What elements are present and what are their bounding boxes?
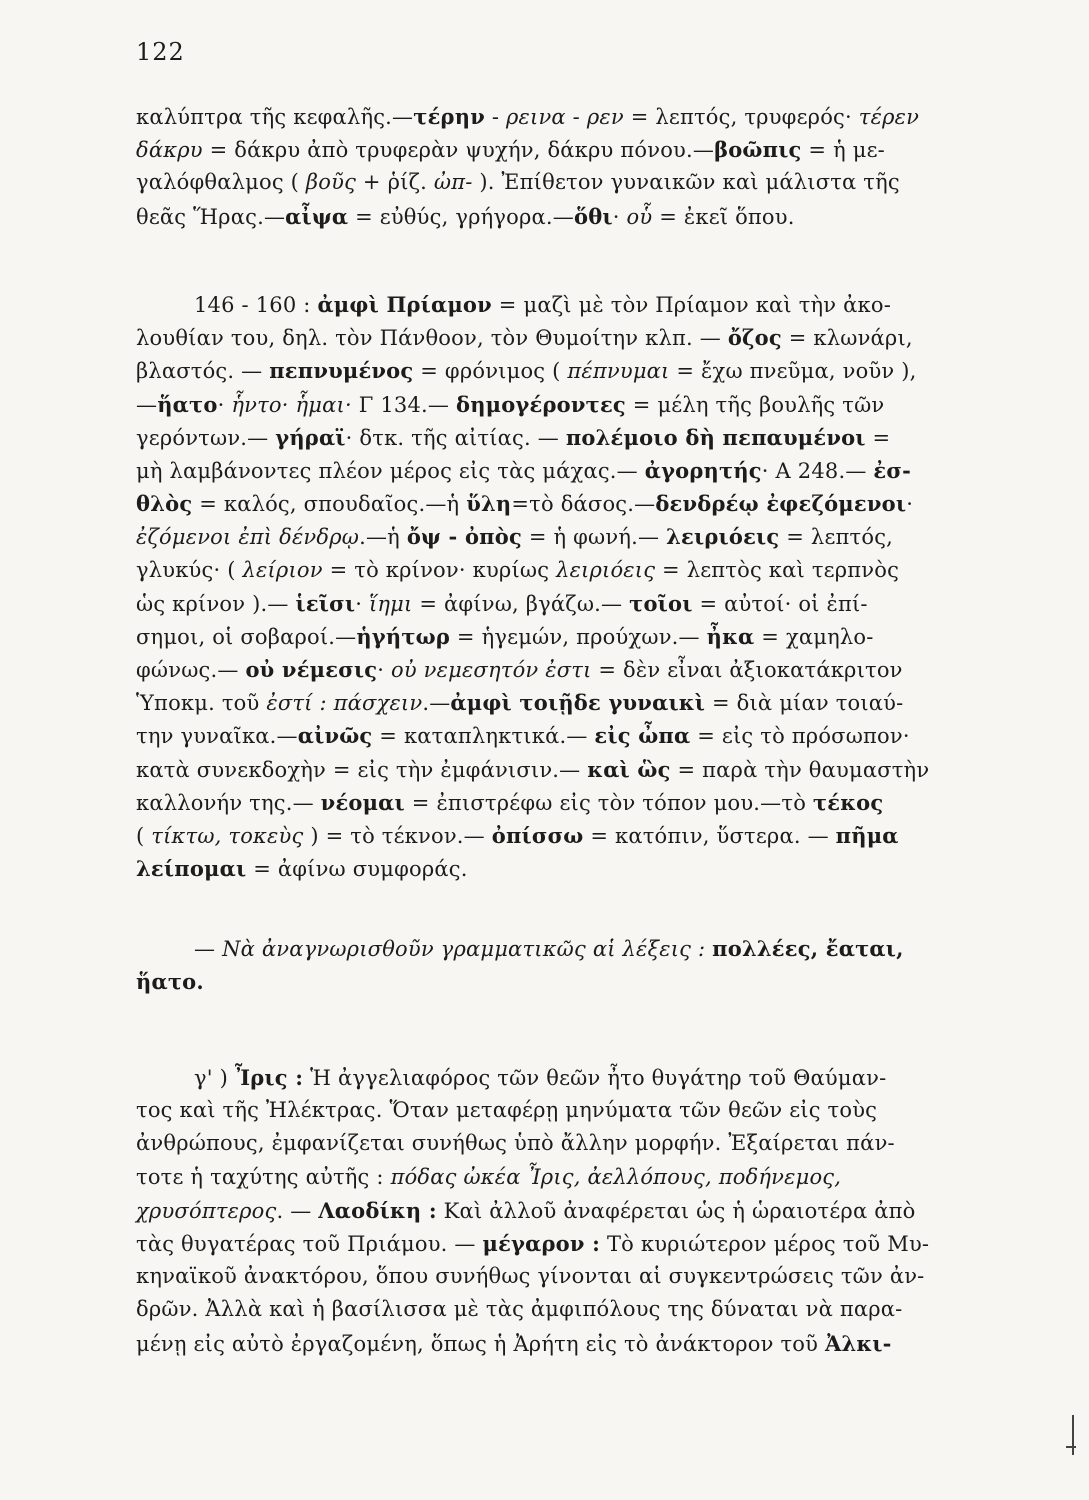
text-line: [136, 166, 956, 199]
text-line: [136, 321, 956, 354]
text-line: [136, 554, 956, 587]
text-run: = μέλη τῆς βουλῆς τῶν: [625, 392, 885, 417]
lemma-term: ὄζος: [727, 325, 782, 351]
italic-text: ὠπ-: [433, 170, 473, 195]
text-run: τὰς θυγατέρας τοῦ Πριάμου. —: [136, 1231, 483, 1256]
italic-text: ρεινα - ρεν: [506, 105, 624, 129]
text-run: = λεπτὸς καὶ τερπνὸς: [655, 557, 900, 582]
text-run: = δάκρυ ἀπὸ τρυφερὰν ψυχήν, δάκρυ πόνου.—: [202, 138, 715, 163]
text-run: —: [136, 392, 158, 417]
text-run: = φρόνιμος (: [413, 359, 568, 384]
text-line: [136, 965, 956, 998]
text-run: = κατόπιν, ὕστερα. —: [583, 824, 836, 848]
lemma-term: νέομαι: [320, 789, 405, 815]
text-run: = ἔχω πνεῦμα, νοῦν ),: [669, 359, 917, 384]
text-line: [136, 1260, 956, 1293]
text-run: = καλός, σπουδαῖος.—ἡ: [192, 492, 467, 517]
text-run: = ἡγεμών, προύχων.—: [450, 624, 707, 649]
text-run: = ἀφίνω, βγάζω.—: [412, 591, 630, 616]
text-run: —: [194, 937, 223, 961]
text-run: σημοι, οἱ σοβαροί.—: [136, 624, 357, 649]
text-run: ·: [217, 392, 232, 417]
text-line: [136, 133, 956, 166]
italic-text: δάκρυ: [136, 138, 203, 163]
lemma-term: πολλέες, ἔαται,: [712, 936, 904, 961]
text-run: κατὰ συνεκδοχὴν = εἰς τὴν ἐμφάνισιν.—: [136, 757, 588, 782]
text-run: Τὸ κυριώτερον μέρος τοῦ Μυ-: [600, 1231, 930, 1256]
text-run: Ἡ ἀγγελιαφόρος τῶν θεῶν ἦτο θυγάτηρ τοῦ Θαύμαν-: [303, 1066, 887, 1090]
text-run: ἀνθρώπους, ἐμφανίζεται συνήθως ὑπὸ ἄλλην μορφήν. Ἐξαίρεται πάν-: [136, 1131, 895, 1156]
text-run: = ἡ φωνή.—: [521, 525, 667, 550]
text-run: ·: [612, 204, 627, 229]
italic-text: ἐστί : πάσχειν: [266, 691, 423, 716]
text-line: [136, 520, 956, 553]
text-run: = αὐτοί· οἱ ἐπί-: [692, 591, 868, 616]
text-run: ·: [906, 492, 914, 517]
lemma-term: ἡγήτωρ: [356, 623, 451, 649]
text-run: ) = τὸ τέκνον.—: [303, 824, 492, 848]
lemma-term: ἀμφὶ Πρίαμον: [317, 292, 492, 317]
text-line: [136, 587, 956, 620]
text-run: γ' ): [194, 1066, 235, 1090]
lemma-term: γήραϊ: [275, 424, 346, 450]
lemma-term: ὀπίσσω: [491, 823, 584, 848]
italic-text: χρυσόπτερος: [136, 1198, 277, 1223]
lemma-term: ὄψ - ὀπὸς: [406, 524, 522, 550]
italic-text: πόδας ὠκέα Ἶρις, ἀελλόπους, ποδήνεμος,: [390, 1164, 842, 1189]
text-run: καλλονήν της.—: [136, 790, 321, 815]
text-line: [136, 421, 956, 454]
text-run: = ἐπιστρέφω εἰς τὸν τόπον μου.—τὸ: [404, 790, 813, 815]
text-run: ). Ἐπίθετον γυναικῶν καὶ μάλιστα τῆς: [472, 170, 900, 195]
continued-glossary-paragraph: [136, 100, 956, 233]
text-run: την γυναῖκα.—: [136, 724, 298, 749]
text-run: κηναϊκοῦ ἀνακτόρου, ὅπου συνήθως γίνονται αἱ συγκεντρώσεις τῶν ἀν-: [136, 1264, 925, 1289]
text-run: Ὑποκμ. τοῦ: [136, 691, 267, 716]
lemma-term: οὐ νέμεσις: [245, 657, 378, 683]
italic-text: ἵημι: [368, 591, 413, 616]
lemma-term: εἰς ὦπα: [594, 723, 691, 749]
scan-edge-mark: [1072, 1415, 1074, 1455]
text-run: . —: [276, 1198, 319, 1223]
text-run: γαλόφθαλμος (: [136, 170, 306, 195]
lemma-term: τέρην: [413, 104, 485, 129]
lemma-term: πῆμα: [835, 823, 899, 848]
lemma-term: ἀμφὶ τοιῇδε γυναικὶ: [450, 690, 706, 716]
lemma-term: πολέμοιο δὴ πεπαυμένοι: [565, 424, 866, 450]
text-line: [136, 653, 956, 686]
italic-text: τέρεν: [858, 105, 920, 129]
italic-text: βοῦς: [305, 170, 357, 195]
text-run: = λεπτός,: [779, 525, 894, 550]
grammar-exercise: [136, 932, 956, 998]
text-run: τοτε ἡ ταχύτης αὐτῆς :: [136, 1164, 391, 1189]
text-line: [136, 786, 956, 819]
text-run: = τὸ κρίνον· κυρίως: [322, 557, 557, 582]
text-line: [136, 288, 956, 321]
text-run: ὡς κρίνον ).—: [136, 591, 296, 616]
text-line: [136, 100, 956, 133]
commentary-section-gamma: [136, 1061, 956, 1360]
text-line: [136, 1327, 956, 1360]
text-run: λουθίαν του, δηλ. τὸν Πάνθοον, τὸν Θυμοίτην κλπ. —: [136, 326, 728, 351]
text-run: =τὸ δάσος.—: [511, 492, 656, 517]
lemma-term: πεπνυμένος: [269, 358, 414, 384]
lemma-term: δενδρέῳ ἐφεζόμενοι: [655, 491, 907, 517]
text-run: Καὶ ἀλλοῦ ἀναφέρεται ὡς ἡ ὡραιοτέρα ἀπὸ: [436, 1198, 916, 1223]
italic-text: Νὰ ἀναγνωρισθοῦν γραμματικῶς αἱ λέξεις :: [222, 937, 706, 961]
text-line: [136, 1293, 956, 1326]
text-run: ·: [355, 591, 369, 616]
text-line: [136, 200, 956, 233]
text-line: [136, 719, 956, 752]
lemma-term: ἐσ-: [873, 457, 911, 483]
text-line: [136, 819, 956, 852]
text-run: =: [865, 425, 891, 450]
text-run: τος καὶ τῆς Ἠλέκτρας. Ὅταν μεταφέρῃ μηνύματα τῶν θεῶν εἰς τοὺς: [136, 1098, 878, 1123]
text-run: Γ 134.—: [351, 392, 456, 417]
italic-text: πέπνυμαι: [567, 359, 670, 384]
italic-text: οὐ νεμεσητόν ἐστι: [391, 658, 592, 683]
lemma-term: ἱεῖσι: [295, 590, 356, 616]
text-line: [136, 932, 956, 965]
lemma-term: λείπομαι: [136, 856, 247, 882]
text-line: [136, 388, 956, 421]
text-run: γερόντων.—: [136, 425, 276, 450]
italic-text: τίκτω, τοκεὺς: [151, 824, 304, 848]
lemma-term: αἰνῶς: [297, 723, 373, 749]
text-line: [136, 620, 956, 653]
text-run: + ῥίζ.: [356, 170, 434, 195]
lemma-term: Ἀλκι-: [824, 1330, 892, 1356]
text-line: [136, 1094, 956, 1127]
lemma-term: τοῖοι: [629, 590, 693, 616]
lemma-term: ἦκα: [706, 623, 755, 649]
lemma-term: βοῶπις: [714, 137, 802, 163]
page-number: 122: [136, 38, 185, 66]
text-run: φώνως.—: [136, 658, 246, 683]
text-run: · δτκ. τῆς αἰτίας. —: [345, 425, 566, 450]
text-run: = λεπτός, τρυφερός·: [623, 105, 859, 129]
lemma-term: ὅθι: [574, 203, 613, 229]
lemma-term: λειριόεις: [666, 524, 780, 550]
text-line: [136, 852, 956, 885]
text-run: μὴ λαμβάνοντες πλέον μέρος εἰς τὰς μάχας.—: [136, 458, 645, 483]
lemma-term: Λαοδίκη :: [318, 1197, 437, 1223]
text-run: = ἀφίνω συμφοράς.: [246, 857, 468, 882]
text-run: μένῃ εἰς αὐτὸ ἐργαζομένη, ὅπως ἡ Ἀρήτη εἰς τὸ ἀνάκτορον τοῦ: [136, 1331, 825, 1356]
text-line: [136, 1227, 956, 1260]
lemma-term: Ἶρις :: [234, 1065, 304, 1090]
italic-text: λειριόεις: [556, 557, 656, 582]
lemma-term: ὕλη: [466, 491, 512, 517]
text-run: = εἰς τὸ πρόσωπον·: [690, 724, 910, 749]
text-run: καλύπτρα τῆς κεφαλῆς.—: [136, 105, 414, 129]
text-line: [136, 454, 956, 487]
text-run: δρῶν. Ἀλλὰ καὶ ἡ βασίλισσα μὲ τὰς ἀμφιπόλους της δύναται νὰ παρα-: [136, 1297, 903, 1322]
text-run: 146 - 160 :: [194, 293, 318, 317]
lemma-term: καὶ ὣς: [587, 756, 671, 782]
lemma-term: ἥατο: [157, 391, 218, 417]
text-run: = εὐθύς, γρήγορα.—: [348, 204, 574, 229]
italic-text: ἐζόμενοι ἐπὶ δένδρῳ: [136, 525, 360, 550]
text-run: = ἐκεῖ ὅπου.: [652, 204, 795, 229]
text-line: [136, 487, 956, 520]
lemma-term: ἀγορητής: [644, 457, 762, 483]
text-run: βλαστός. —: [136, 359, 270, 384]
lemma-term: τέκος: [812, 789, 884, 815]
glossary-lines-146-160: [136, 288, 956, 885]
text-run: ·: [377, 658, 391, 683]
text-run: = δὲν εἶναι ἀξιοκατάκριτον: [591, 658, 903, 683]
text-run: · Α 248.—: [761, 458, 874, 483]
text-line: [136, 1194, 956, 1227]
italic-text: ἧντο· ἧμαι·: [231, 392, 352, 417]
text-line: [136, 354, 956, 387]
text-run: = μαζὶ μὲ τὸν Πρίαμον καὶ τὴν ἀκο-: [491, 293, 891, 317]
text-line: [136, 1061, 956, 1094]
text-run: = διὰ μίαν τοιαύ-: [705, 691, 904, 716]
text-run: = καταπληκτικά.—: [372, 724, 595, 749]
text-run: = κλωνάρι,: [781, 326, 913, 351]
text-run: .—: [422, 691, 451, 716]
scan-edge-tick: [1066, 1446, 1076, 1448]
text-run: = χαμηλο-: [754, 624, 874, 649]
text-line: [136, 753, 956, 786]
lemma-term: θλὸς: [136, 491, 193, 517]
lemma-term: ἥατο.: [136, 969, 204, 995]
italic-text: λείριον: [242, 557, 323, 582]
italic-text: οὗ: [626, 204, 653, 229]
text-run: θεᾶς Ἥρας.—: [136, 204, 286, 229]
text-run: = ἡ με-: [801, 138, 885, 163]
text-line: [136, 686, 956, 719]
text-line: [136, 1161, 956, 1194]
text-run: -: [484, 105, 507, 129]
text-run: γλυκύς· (: [136, 557, 243, 582]
lemma-term: μέγαρον :: [482, 1230, 601, 1256]
lemma-term: αἶψα: [285, 203, 349, 229]
lemma-term: δημογέροντες: [455, 391, 626, 417]
text-run: = παρὰ τὴν θαυμαστὴν: [670, 757, 930, 782]
text-line: [136, 1127, 956, 1160]
text-run: (: [136, 824, 152, 848]
text-run: .—ἡ: [359, 525, 407, 550]
